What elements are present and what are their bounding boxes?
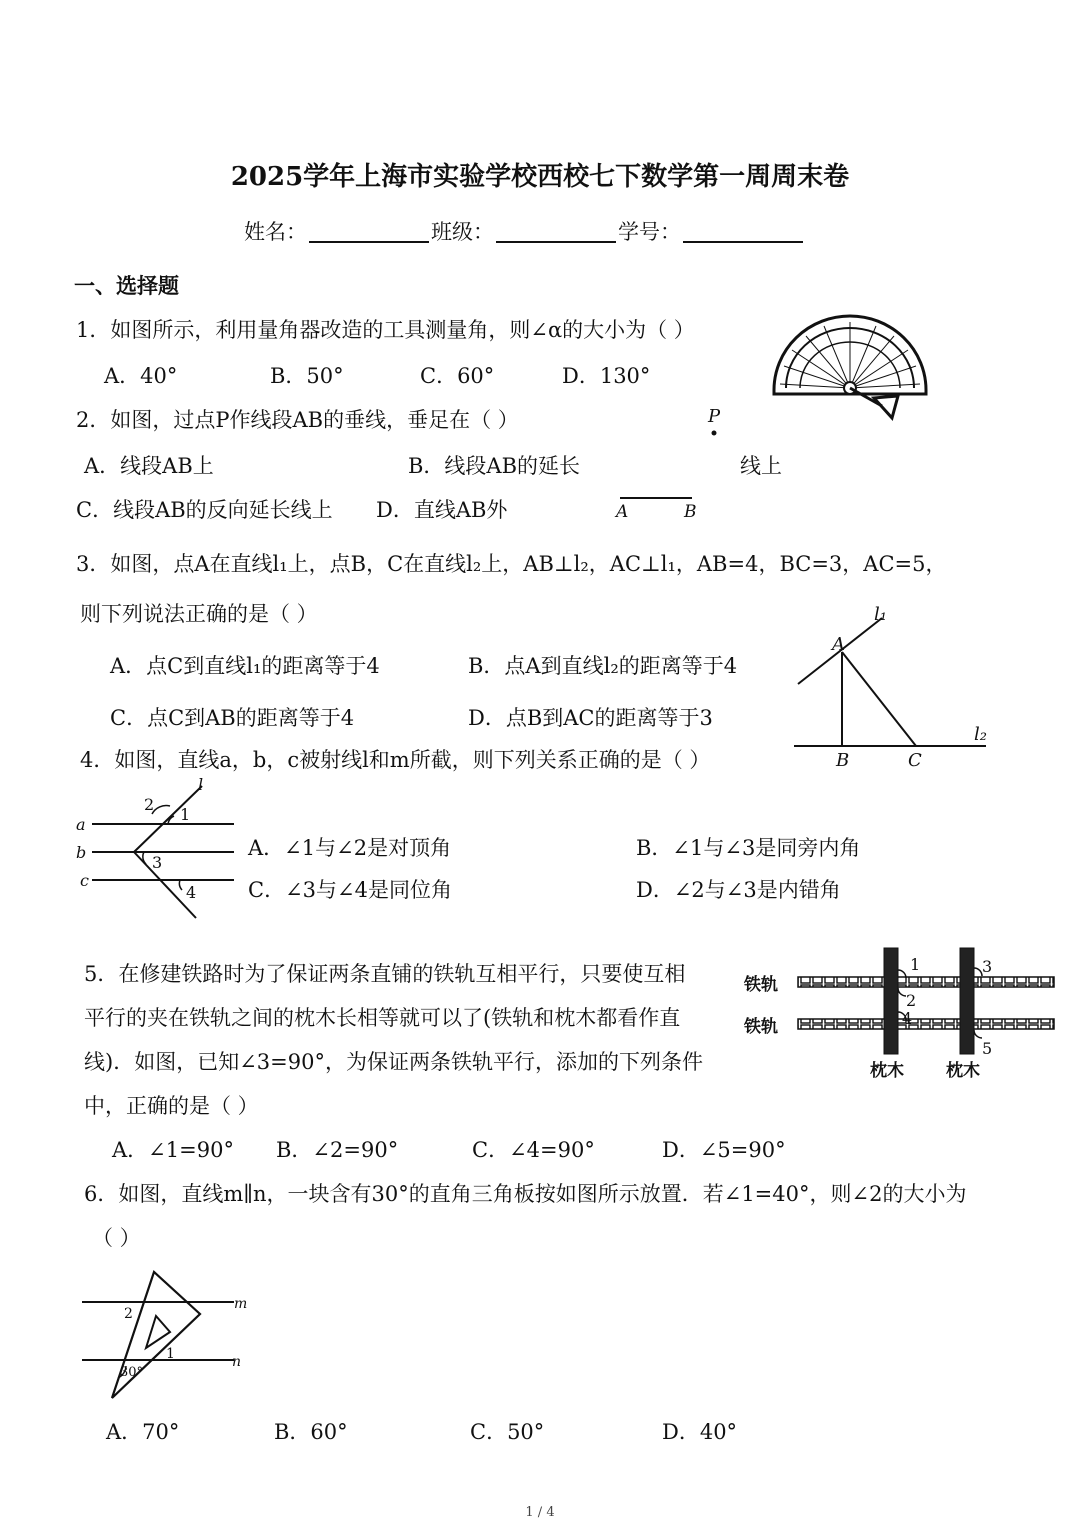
q3-figure <box>790 600 990 775</box>
section-title: 一、选择题 <box>74 273 179 298</box>
q4-label-4: 4 <box>186 883 197 902</box>
q2-label-p: P <box>708 406 721 427</box>
segment-ac <box>842 652 916 746</box>
q4-label-3: 3 <box>152 853 163 872</box>
id-label: 学号： <box>618 220 681 244</box>
q6-label-2: 2 <box>124 1306 133 1322</box>
q3-label-l1: l₁ <box>874 604 887 625</box>
q6-option-b: B．60° <box>274 1420 348 1444</box>
q3-stem2: 则下列说法正确的是（ ） <box>80 602 318 626</box>
sleeper-label-right: 枕木 <box>946 1061 980 1081</box>
q6-option-d: D．40° <box>662 1420 738 1444</box>
q5-option-b: B．∠2=90° <box>276 1138 399 1162</box>
q3-stem: 3．如图，点A在直线l₁上，点B，C在直线l₂上，AB⊥l₂，AC⊥l₁，AB=4，BC=3，AC=5， <box>76 552 947 576</box>
sleeper-left <box>884 948 898 1054</box>
q1-option-a: A．40° <box>104 364 178 388</box>
q6-label-m: m <box>234 1296 248 1312</box>
q3-label-a: A <box>832 634 845 655</box>
rail-top <box>798 977 1054 987</box>
q4-label-1: 1 <box>180 805 191 824</box>
q1-option-b: B．50° <box>270 364 344 388</box>
q6-option-a: A．70° <box>106 1420 180 1444</box>
rail-bottom <box>798 1019 1054 1029</box>
q1-option-c: C．60° <box>420 364 495 388</box>
student-info <box>244 218 805 246</box>
page-title: 2025学年上海市实验学校西校七下数学第一周周末卷 <box>230 162 850 192</box>
class-label: 班级： <box>431 220 494 244</box>
q2-option-c: C．线段AB的反向延长线上 <box>76 498 333 522</box>
q2-option-d: D．直线AB外 <box>376 498 508 522</box>
sleeper-label-left: 枕木 <box>870 1061 904 1081</box>
q5-option-c: C．∠4=90° <box>472 1138 595 1162</box>
q6-option-c: C．50° <box>470 1420 545 1444</box>
triangle-hole <box>146 1316 170 1348</box>
page-number: 1 / 4 <box>525 1505 555 1520</box>
q4-label-l: l <box>198 775 204 794</box>
q4-label-c: c <box>80 871 89 890</box>
q3-option-d: D．点B到AC的距离等于3 <box>468 706 713 730</box>
q3-label-l2: l₂ <box>974 724 987 745</box>
q4-option-d: D．∠2与∠3是内错角 <box>636 878 841 902</box>
q5-line1: 5．在修建铁路时为了保证两条直铺的铁轨互相平行，只要使互相 <box>84 962 686 986</box>
q5-line2: 平行的夹在铁轨之间的枕木长相等就可以了(铁轨和枕木都看作直 <box>84 1006 681 1030</box>
id-blank[interactable] <box>683 221 803 243</box>
q6-stem: 6．如图，直线m∥n，一块含有30°的直角三角板按如图所示放置．若∠1=40°，则∠2的大小为 <box>84 1182 967 1206</box>
q5-option-a: A．∠1=90° <box>112 1138 234 1162</box>
q3-option-c: C．点C到AB的距离等于4 <box>110 706 355 730</box>
class-blank[interactable] <box>496 221 616 243</box>
q6-label-n: n <box>232 1354 242 1370</box>
rail-label-top: 铁轨 <box>744 975 778 995</box>
q1-stem: 1．如图所示，利用量角器改造的工具测量角，则∠α的大小为（ ） <box>76 318 695 342</box>
q4-figure <box>74 776 244 926</box>
q4-stem: 4．如图，直线a，b，c被射线l和m所截，则下列关系正确的是（ ） <box>80 748 711 772</box>
q5-label-3: 3 <box>982 957 993 976</box>
q2-label-a: A <box>616 502 629 522</box>
q1-option-d: D．130° <box>562 364 651 388</box>
q3-label-b: B <box>836 750 850 771</box>
q2-label-b: B <box>684 502 697 522</box>
q6-label-1: 1 <box>166 1346 175 1362</box>
q2-stem: 2．如图，过点P作线段AB的垂线，垂足在（ ） <box>76 408 519 432</box>
q3-label-c: C <box>908 750 922 771</box>
q3-option-a: A．点C到直线l₁的距离等于4 <box>110 654 380 678</box>
q4-option-c: C．∠3与∠4是同位角 <box>248 878 452 902</box>
q6-label-30deg: 30° <box>120 1365 144 1380</box>
q4-option-a: A．∠1与∠2是对顶角 <box>248 836 452 860</box>
q2-option-a: A．线段AB上 <box>84 454 214 478</box>
q5-label-4: 4 <box>902 1009 913 1028</box>
q2-figure <box>600 400 721 530</box>
q5-line4: 中，正确的是（ ） <box>84 1094 259 1118</box>
q5-label-5: 5 <box>982 1039 993 1058</box>
rail-label-bottom: 铁轨 <box>744 1017 778 1037</box>
point-p <box>712 431 717 436</box>
q4-option-b: B．∠1与∠3是同旁内角 <box>636 836 861 860</box>
q2-option-b-tail: 线上 <box>740 454 782 478</box>
q5-line3: 线)．如图，已知∠3=90°，为保证两条铁轨平行，添加的下列条件 <box>84 1050 703 1074</box>
sleeper-right <box>960 948 974 1054</box>
q5-label-1: 1 <box>910 955 921 974</box>
q6-triangle-figure <box>78 1266 258 1406</box>
q4-label-2: 2 <box>144 795 155 814</box>
q5-label-2: 2 <box>906 991 917 1010</box>
q4-label-b: b <box>76 843 87 862</box>
q4-label-a: a <box>76 815 86 834</box>
q5-railway-figure <box>740 944 1056 1084</box>
protractor-figure <box>770 316 930 426</box>
q5-option-d: D．∠5=90° <box>662 1138 786 1162</box>
q3-option-b: B．点A到直线l₂的距离等于4 <box>468 654 738 678</box>
q2-option-b: B．线段AB的延长 <box>408 454 581 478</box>
name-label: 姓名： <box>244 220 307 244</box>
name-blank[interactable] <box>309 221 429 243</box>
q6-stem2: （ ） <box>92 1226 141 1250</box>
